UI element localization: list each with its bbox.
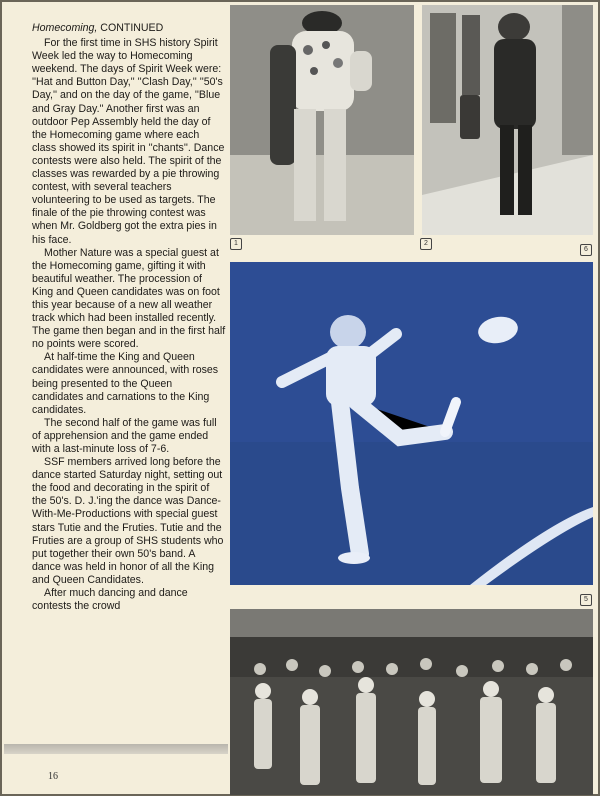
photo-marker: 2 [420, 238, 432, 250]
heading-title: Homecoming, [32, 22, 98, 34]
photo-costumed-student [230, 5, 414, 235]
article-paragraph: Mother Nature was a special guest at the Homecoming game, gifting it with beautiful weather. The procession of King and Queen candidates was on foot this year because of a new all weather track which had been installed recently. The game then began and in the first half no points were scored. [32, 246, 226, 351]
photo-marker: 1 [230, 238, 242, 250]
page-number: 16 [48, 771, 58, 782]
article-paragraph: After much dancing and dance contests the crowd [32, 587, 188, 613]
photo-hallway-student-art [422, 5, 593, 235]
article-heading [32, 22, 226, 35]
photo-marker: 5 [580, 594, 592, 606]
article-paragraph: For the first time in SHS history Spirit Week led the way to Homecoming weekend. The days of Spirit Week were: ''Hat and Button Day,'' ''Clash Day,'' ''50's Day,'' and on the day of the game, ''Blue and Gray Day.'' Another first was an outdoor Pep Assembly held the day of the Homecoming game where each class showed its spirit in ''chants''. Dance contests were also held. The spirit of the classes was rewarded by a pie throwing contest, with several teachers volunteering to be used as targets. The finale of the pie throwing contest was when Mr. Goldberg got the extra pies in his face. [32, 37, 225, 246]
photo-hallway-student [422, 5, 593, 235]
photo-dance-crowd-art [230, 609, 593, 795]
photo-costumed-student-art [230, 5, 414, 235]
photo-football-kicker [230, 262, 593, 585]
heading-continued: CONTINUED [97, 22, 164, 34]
photo-football-kicker-art [230, 262, 593, 585]
photo-marker: 6 [580, 244, 592, 256]
photo-dance-crowd [230, 609, 593, 795]
article-paragraph: At half-time the King and Queen candidates were announced, with roses being presented to the Queen candidates and carnations to the King candidates. [32, 351, 219, 416]
article-paragraph: The second half of the game was full of apprehension and the game ended with a last-minute loss of 7-6. [32, 416, 217, 455]
article-paragraph: SSF members arrived long before the dance started Saturday night, setting out the food and decorating in the spirit of the 50's. D. J.'ing the dance was Dance-With-Me-Productions with special guest stars Tutie and the Fruties. Tutie and the Fruties are a group of SHS students who put together their own 50's band. A dance was held in honor of all the King and Queen Candidates. [32, 456, 224, 586]
article-column [32, 22, 226, 613]
decorative-rule [4, 744, 228, 754]
